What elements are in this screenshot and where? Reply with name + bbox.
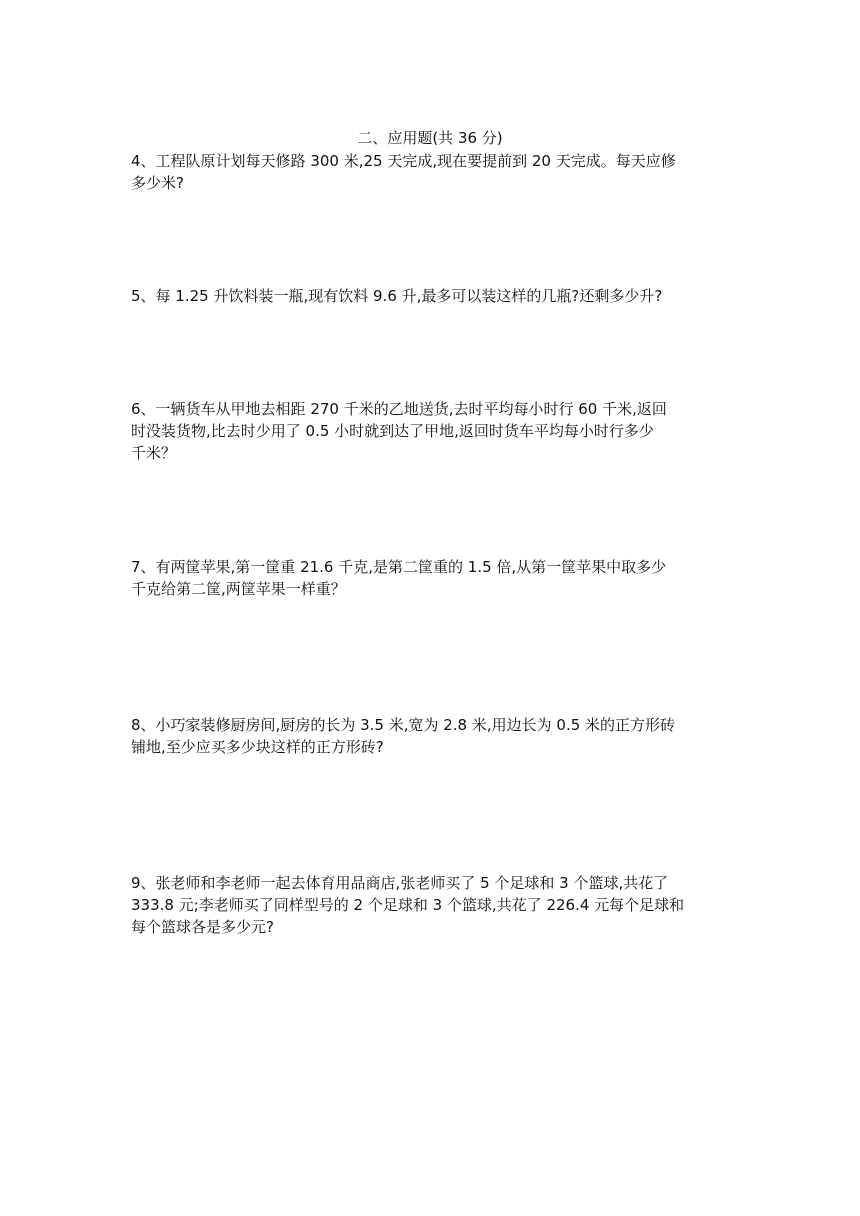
question-line: 7、有两筐苹果,第一筐重 21.6 千克,是第二筐重的 1.5 倍,从第一筐苹果中取多少 xyxy=(131,558,667,576)
section-title: 二、应用题(共 36 分) xyxy=(357,129,503,147)
question-line: 5、每 1.25 升饮料装一瓶,现有饮料 9.6 升,最多可以装这样的几瓶?还剩多少升? xyxy=(131,287,663,305)
question-6 xyxy=(131,398,731,464)
question-line: 333.8 元;李老师买了同样型号的 2 个足球和 3 个篮球,共花了 226.4 元每个足球和 xyxy=(131,896,685,914)
question-line: 4、工程队原计划每天修路 300 米,25 天完成,现在要提前到 20 天完成。每天应修 xyxy=(131,152,676,170)
question-line: 千克给第二筐,两筐苹果一样重？ xyxy=(131,580,346,598)
question-7 xyxy=(131,556,731,600)
question-line: 8、小巧家装修厨房间,厨房的长为 3.5 米,宽为 2.8 米,用边长为 0.5 米的正方形砖 xyxy=(131,716,676,734)
question-line: 千米？ xyxy=(131,444,177,462)
question-5 xyxy=(131,285,731,307)
question-line: 6、一辆货车从甲地去相距 270 千米的乙地送货,去时平均每小时行 60 千米,返回 xyxy=(131,400,667,418)
question-line: 多少米? xyxy=(131,174,184,192)
question-line: 9、张老师和李老师一起去体育用品商店,张老师买了 5 个足球和 3 个篮球,共花了 xyxy=(131,874,669,892)
question-4 xyxy=(131,150,731,194)
question-9 xyxy=(131,872,731,938)
question-8 xyxy=(131,714,731,758)
question-line: 时没装货物,比去时少用了 0.5 小时就到达了甲地,返回时货车平均每小时行多少 xyxy=(131,422,654,440)
question-line: 铺地,至少应买多少块这样的正方形砖? xyxy=(131,738,384,756)
question-line: 每个篮球各是多少元? xyxy=(131,918,274,936)
